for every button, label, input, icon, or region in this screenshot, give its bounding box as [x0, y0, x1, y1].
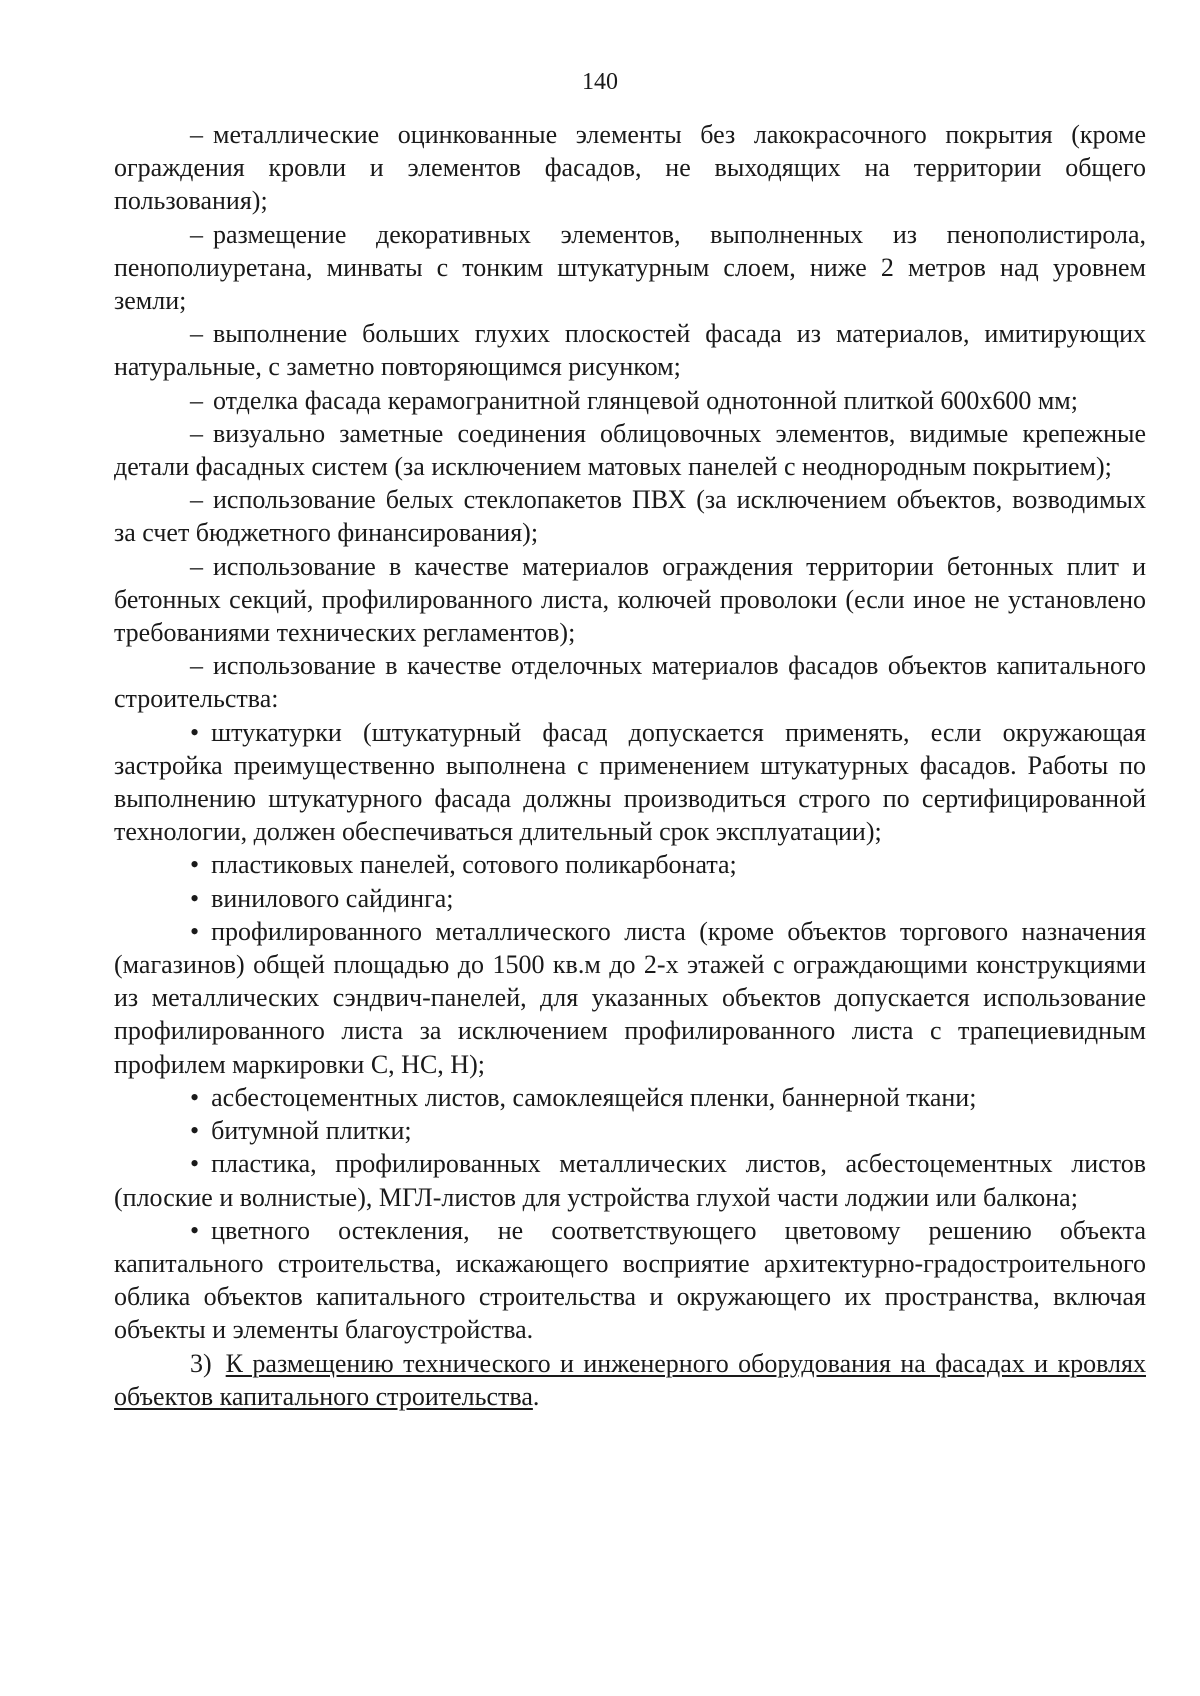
section-heading-text: К размещению технического и инженерного оборудования на фасадах и кровлях объектов капитального строительства	[114, 1348, 1146, 1411]
list-item-text: использование белых стеклопакетов ПВХ (за исключением объектов, возводимых за счет бюджетного финансирования);	[114, 485, 1146, 548]
bullet-marker: •	[190, 1215, 200, 1245]
bullet-item	[114, 882, 1146, 915]
bullet-item	[114, 1114, 1146, 1147]
bullet-marker: •	[190, 883, 200, 913]
bullet-item-text: цветного остекления, не соответствующего цветовому решению объекта капитального строительства, искажающего восприятие архитектурно-градостроительного облика объектов капитального строительства и окружающего их пространства, включая объекты и элементы благоустройства.	[114, 1215, 1146, 1345]
list-item	[114, 317, 1146, 383]
list-item-text: использование в качестве отделочных материалов фасадов объектов капитального строительства:	[114, 651, 1146, 714]
bullet-item-text: асбестоцементных листов, самоклеящейся пленки, баннерной ткани;	[211, 1082, 977, 1112]
dash-marker: –	[190, 551, 203, 581]
bullet-item-text: винилового сайдинга;	[211, 883, 454, 913]
bullet-item-text: битумной плитки;	[211, 1116, 412, 1146]
bullet-item-text: пластика, профилированных металлических листов, асбестоцементных листов (плоские и волнистые), МГЛ-листов для устройства глухой части лоджии или балкона;	[114, 1149, 1146, 1212]
list-item-text: отделка фасада керамогранитной глянцевой однотонной плиткой 600х600 мм;	[213, 385, 1078, 415]
bullet-item	[114, 1214, 1146, 1347]
list-item	[114, 550, 1146, 650]
list-item-text: металлические оцинкованные элементы без лакокрасочного покрытия (кроме ограждения кровли и элементов фасадов, не выходящих на территории общего пользования);	[114, 120, 1146, 216]
dash-marker: –	[190, 418, 203, 448]
list-item	[114, 118, 1146, 218]
dash-marker: –	[190, 385, 203, 415]
bullet-item	[114, 1081, 1146, 1114]
bullet-marker: •	[190, 1149, 200, 1179]
list-item-text: размещение декоративных элементов, выполненных из пенополистирола, пенополиуретана, минваты с тонким штукатурным слоем, ниже 2 метров над уровнем земли;	[114, 219, 1146, 316]
dash-marker: –	[190, 219, 203, 249]
dash-marker: –	[190, 319, 203, 349]
list-item-text: использование в качестве материалов ограждения территории бетонных плит и бетонных секций, профилированного листа, колючей проволоки (если иное не установлено требованиями технических регламентов);	[114, 551, 1146, 648]
page-number: 140	[582, 69, 618, 95]
list-item	[114, 649, 1146, 715]
bullet-marker: •	[190, 916, 200, 946]
list-item	[114, 218, 1146, 318]
bullet-item-text: пластиковых панелей, сотового поликарбоната;	[211, 850, 737, 880]
bullet-item	[114, 848, 1146, 881]
bullet-item	[114, 1147, 1146, 1213]
list-item-text: выполнение больших глухих плоскостей фасада из материалов, имитирующих натуральные, с заметно повторяющимся рисунком;	[114, 319, 1146, 382]
list-item-text: визуально заметные соединения облицовочных элементов, видимые крепежные детали фасадных систем (за исключением матовых панелей с неоднородным покрытием);	[114, 418, 1146, 482]
dash-marker: –	[190, 651, 203, 681]
bullet-marker: •	[190, 1116, 200, 1146]
bullet-item	[114, 915, 1146, 1081]
bullet-marker: •	[190, 850, 200, 880]
section-heading-end: .	[532, 1381, 540, 1411]
bullet-marker: •	[190, 717, 200, 747]
document-body	[114, 118, 1146, 1413]
bullet-marker: •	[190, 1082, 200, 1112]
list-item	[114, 384, 1146, 417]
list-item	[114, 483, 1146, 549]
bullet-item-text: штукатурки (штукатурный фасад допускается применять, если окружающая застройка преимущественно выполнена с применением штукатурных фасадов. Работы по выполнению штукатурного фасада должны производиться строго по сертифицированной технологии, должен обеспечиваться длительный срок эксплуатации);	[114, 717, 1146, 847]
bullet-item-text: профилированного металлического листа (кроме объектов торгового назначения (магазинов) общей площадью до 1500 кв.м до 2-х этажей с ограждающими конструкциями из металлических сэндвич-панелей, для указанных объектов допускается использование профилированного листа за исключением профилированного листа с трапециевидным профилем маркировки С, НС, Н);	[114, 916, 1146, 1079]
dash-marker: –	[190, 120, 203, 149]
section-heading	[114, 1347, 1146, 1413]
dash-marker: –	[190, 485, 203, 515]
bullet-item	[114, 716, 1146, 849]
list-item	[114, 417, 1146, 483]
section-number: 3)	[190, 1348, 212, 1378]
